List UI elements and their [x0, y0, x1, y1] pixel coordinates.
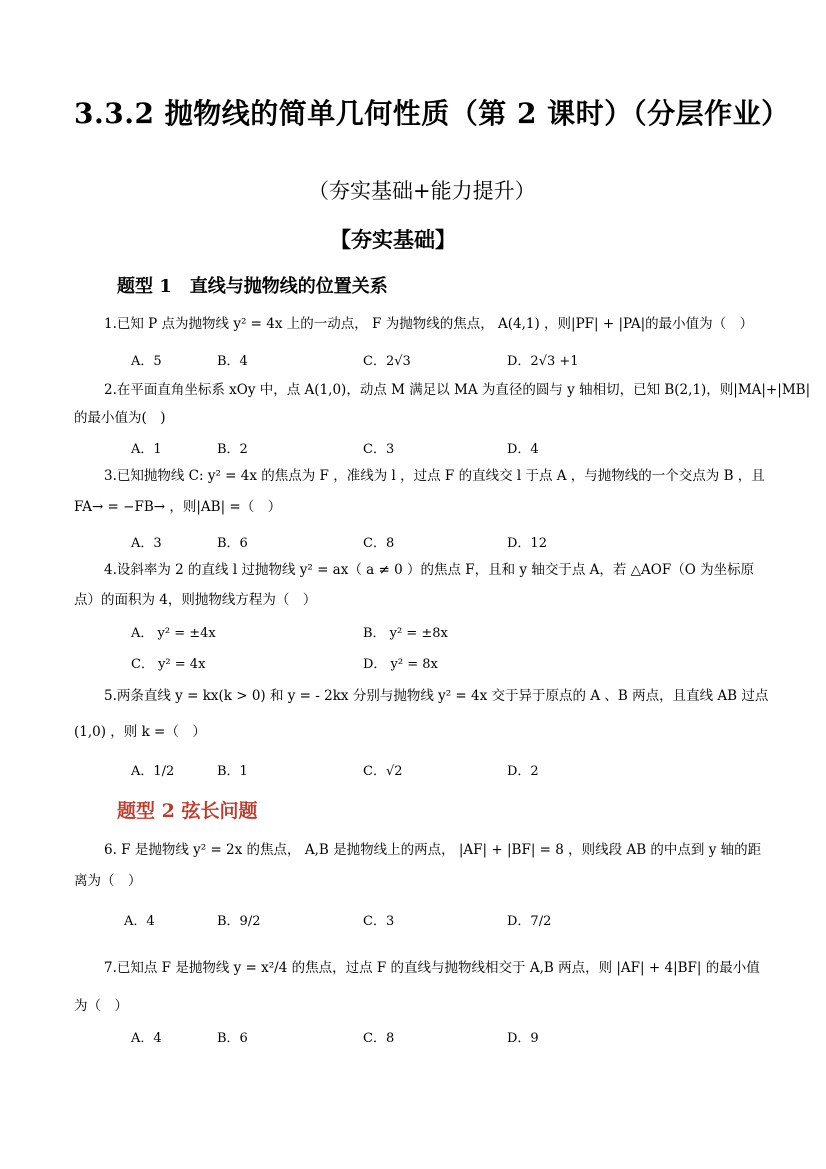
question-2: 2.在平面直角坐标系 xOy 中，点 A(1,0)，动点 M 满足以 MA 为直径的圆与 y 轴相切，已知 B(2,1)，则|MA|+|MB| — [104, 382, 811, 398]
q4-option-c: C． y² = 4x — [131, 657, 206, 672]
q1-option-a: A．5 — [131, 354, 162, 369]
q5-option-d: D．2 — [507, 764, 539, 779]
q7-option-b: B．6 — [217, 1031, 248, 1046]
q5-option-c: C．√2 — [363, 764, 403, 779]
page-subtitle: （夯实基础+能力提升） — [308, 179, 536, 203]
q6-option-d: D．7/2 — [507, 914, 552, 929]
question-5-cont: (1,0) ，则 k =（ ） — [74, 724, 206, 740]
question-3: 3.已知抛物线 C: y² = 4x 的焦点为 F ，准线为 l ，过点 F 的直线交 l 于点 A ，与抛物线的一个交点为 B ，且 — [104, 468, 765, 484]
q7-option-a: A．4 — [131, 1031, 162, 1046]
q5-option-b: B．1 — [217, 764, 248, 779]
question-6-cont: 离为（ ） — [74, 873, 142, 889]
q5-option-a: A．1/2 — [131, 764, 175, 779]
type-heading-2: 题型 2 弦长问题 — [117, 800, 258, 822]
q2-option-b: B．2 — [217, 442, 248, 457]
q7-option-c: C．8 — [363, 1031, 395, 1046]
question-5: 5.两条直线 y = kx(k > 0) 和 y = - 2kx 分别与抛物线 y² = 4x 交于异于原点的 A 、B 两点，且直线 AB 过点 — [104, 688, 769, 704]
q3-option-c: C．8 — [363, 536, 395, 551]
q3-option-d: D．12 — [507, 536, 547, 551]
section-heading: 【夯实基础】 — [330, 227, 456, 252]
question-7: 7.已知点 F 是抛物线 y = x²/4 的焦点，过点 F 的直线与抛物线相交于 A,B 两点，则 |AF| + 4|BF| 的最小值 — [104, 960, 760, 976]
q3-option-b: B．6 — [217, 536, 248, 551]
q6-option-b: B．9/2 — [217, 914, 261, 929]
q1-option-c: C．2√3 — [363, 354, 411, 369]
q4-option-b: B． y² = ±8x — [363, 626, 448, 641]
q2-option-d: D．4 — [507, 442, 539, 457]
q6-option-a: A．4 — [124, 914, 155, 929]
q4-option-d: D． y² = 8x — [363, 657, 438, 672]
question-1: 1.已知 P 点为抛物线 y² = 4x 上的一动点， F 为抛物线的焦点， A(4,1) ，则|PF| + |PA|的最小值为（ ） — [104, 316, 754, 332]
question-4-cont: 点）的面积为 4，则抛物线方程为（ ） — [74, 592, 317, 608]
q6-option-c: C．3 — [363, 914, 395, 929]
q1-option-b: B．4 — [217, 354, 248, 369]
question-6: 6. F 是抛物线 y² = 2x 的焦点， A,B 是抛物线上的两点， |AF| + |BF| = 8 ，则线段 AB 的中点到 y 轴的距 — [104, 842, 762, 858]
q4-option-a: A． y² = ±4x — [131, 626, 216, 641]
question-2-cont: 的最小值为( ) — [74, 410, 166, 426]
q3-option-a: A．3 — [131, 536, 162, 551]
q7-option-d: D．9 — [507, 1031, 539, 1046]
q2-option-c: C．3 — [363, 442, 395, 457]
q1-option-d: D．2√3 +1 — [507, 354, 579, 369]
question-3-cont: FA→ = −FB→ ，则|AB| =（ ） — [74, 499, 282, 515]
page-title: 3.3.2 抛物线的简单几何性质（第 2 课时）（分层作业） — [74, 97, 790, 130]
q2-option-a: A．1 — [131, 442, 162, 457]
question-7-cont: 为（ ） — [74, 998, 128, 1014]
type-heading-1: 题型 1 直线与抛物线的位置关系 — [117, 276, 388, 297]
question-4: 4.设斜率为 2 的直线 l 过抛物线 y² = ax（ a ≠ 0 ）的焦点 F，且和 y 轴交于点 A，若 △AOF（O 为坐标原 — [104, 562, 755, 578]
